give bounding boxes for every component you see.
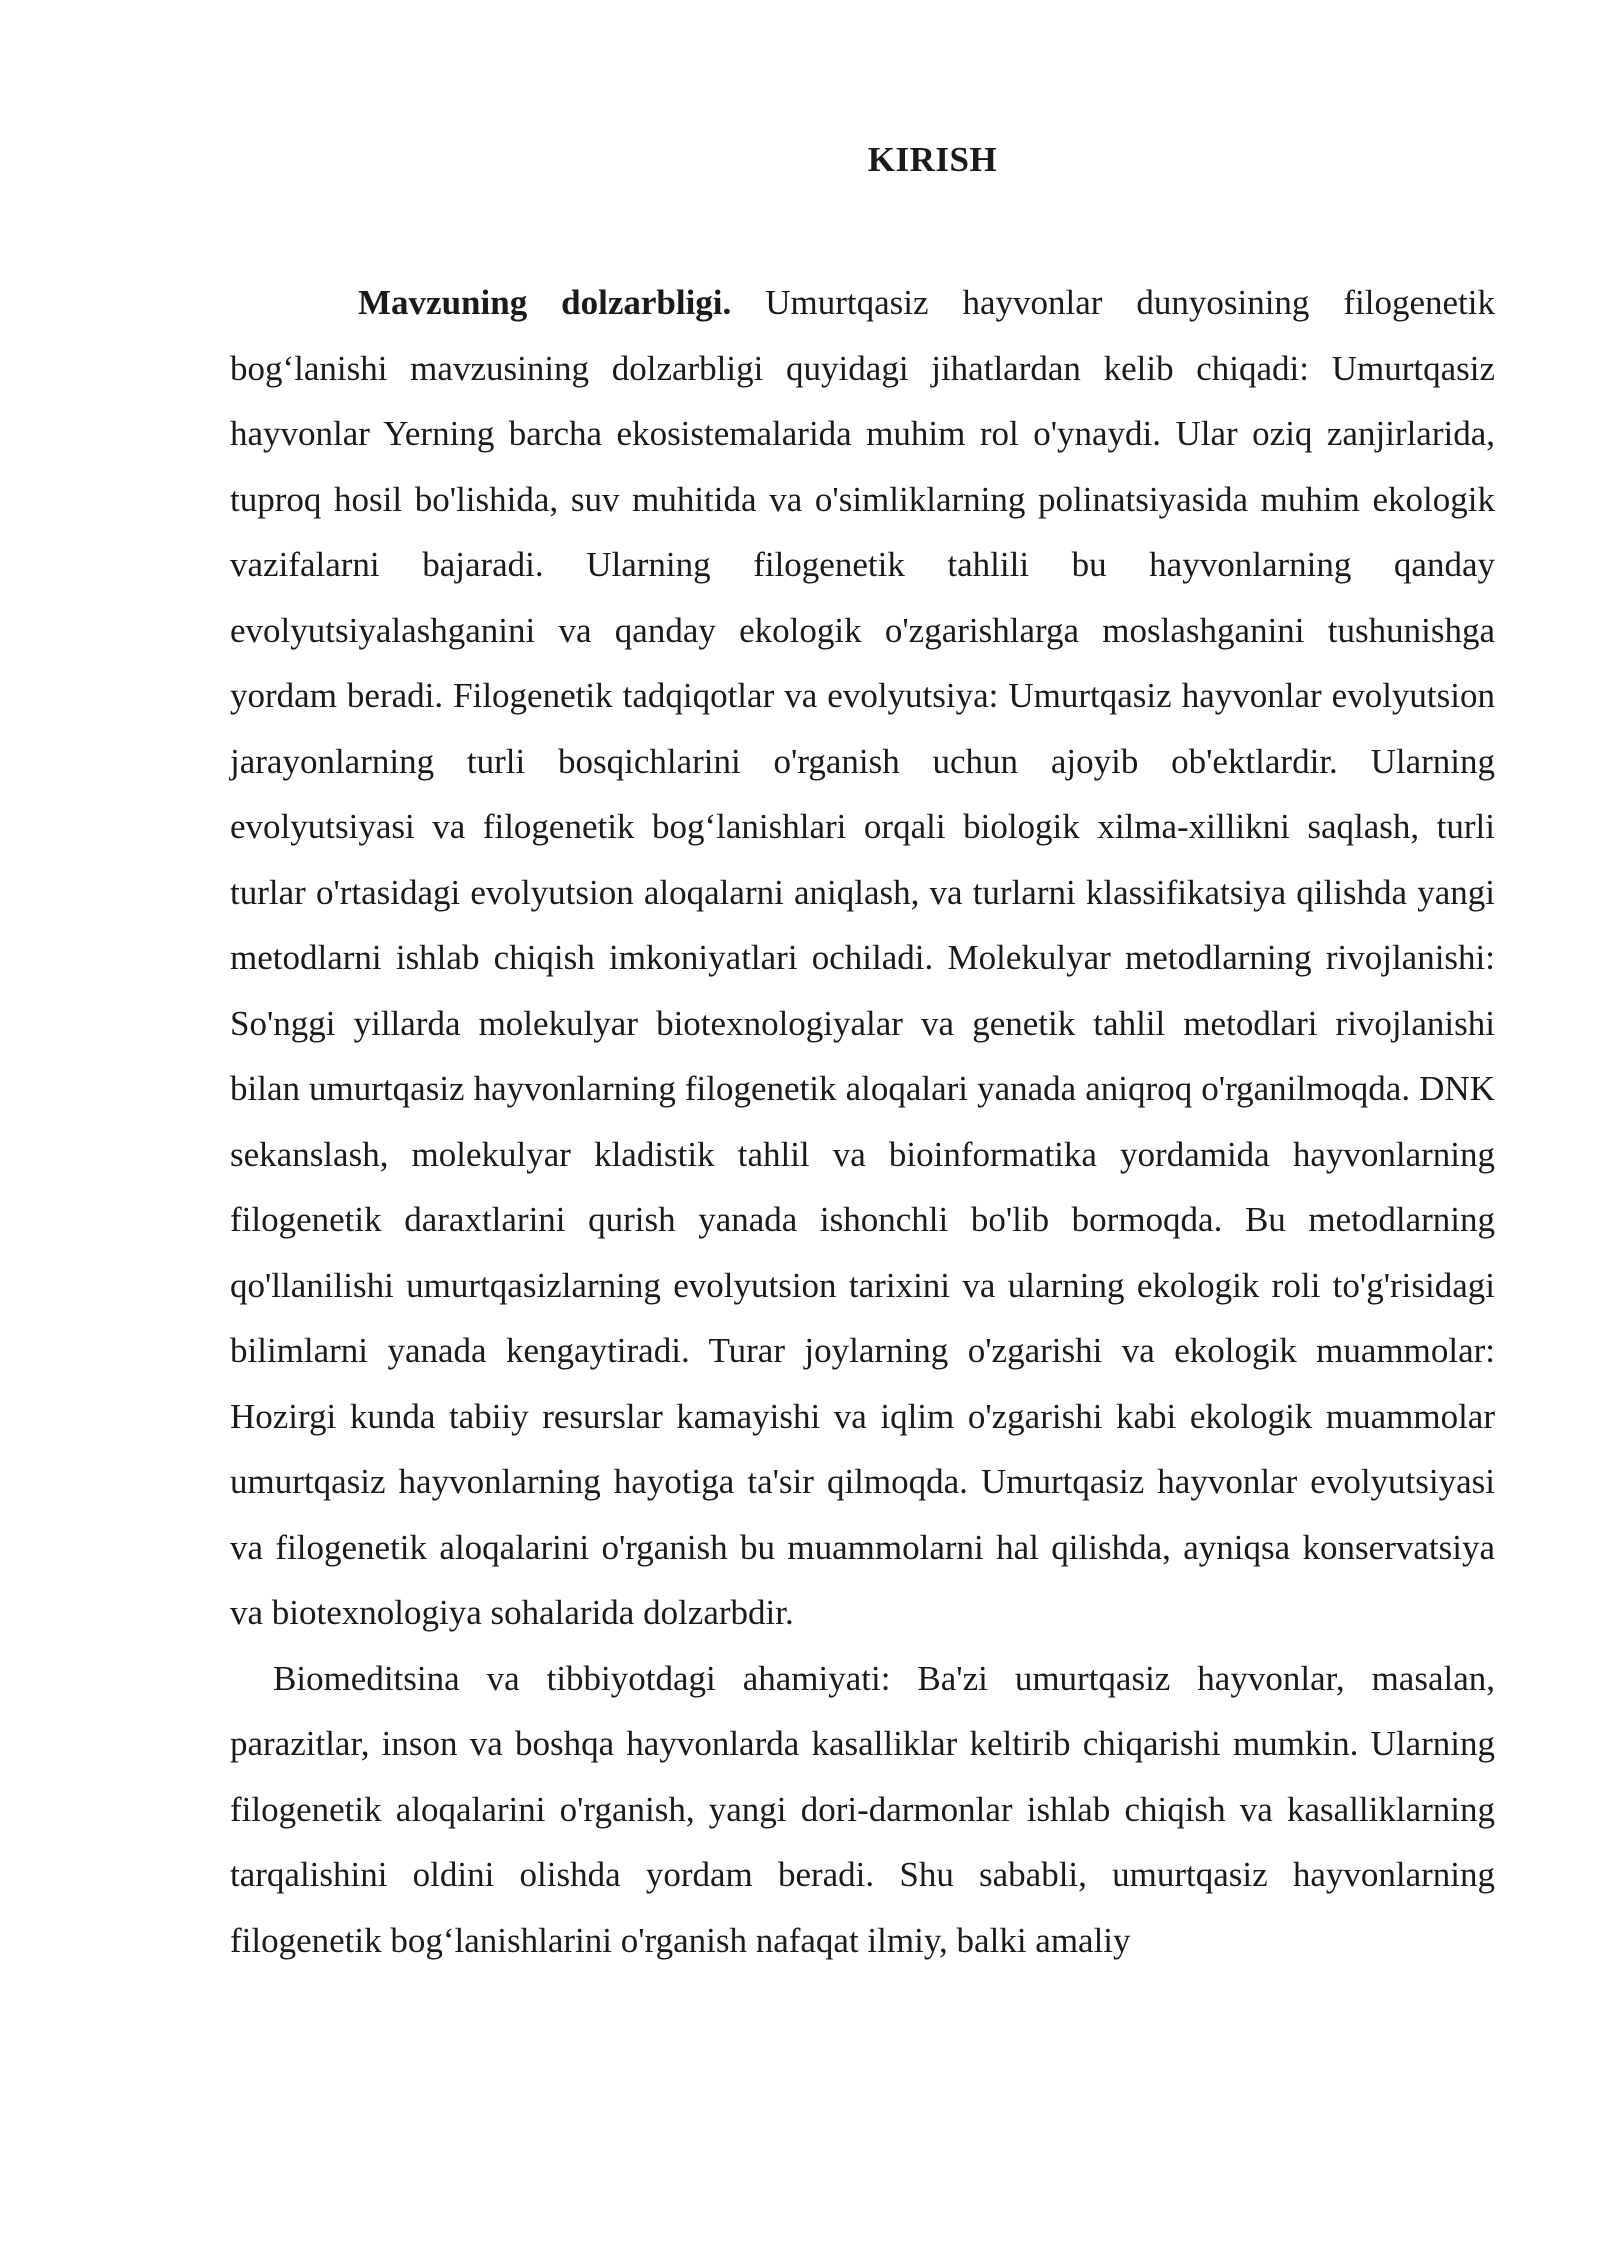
- page-title: KIRISH: [867, 140, 998, 179]
- paragraph-body-text: Umurtqasiz hayvonlar dunyosining filogenetik bog‘lanishi mavzusining dolzarbligi quyidagi jihatlardan kelib chiqadi: Umurtqasiz hayvonlar Yerning barcha ekosistemalarida muhim rol o'ynaydi. Ular oziq zanjirlarida, tuproq hosil bo'lishida, suv muhitida va o'simliklarning polinatsiyasida muhim ekologik vazifalarni bajaradi. Ularning filogenetik tahlili bu hayvonlarning qanday evolyutsiyalashganini va qanday ekologik o'zgarishlarga moslashganini tushunishga yordam beradi. Filogenetik tadqiqotlar va evolyutsiya: Umurtqasiz hayvonlar evolyutsion jarayonlarning turli bosqichlarini o'rganish uchun ajoyib ob'ektlardir. Ularning evolyutsiyasi va filogenetik bog‘lanishlari orqali biologik xilma-xillikni saqlash, turli turlar o'rtasidagi evolyutsion aloqalarni aniqlash, va turlarni klassifikatsiya qilishda yangi metodlarni ishlab chiqish imkoniyatlari ochiladi. Molekulyar metodlarning rivojlanishi: So'nggi yillarda molekulyar biotexnologiyalar va genetik tahlil metodlari rivojlanishi bilan umurtqasiz hayvonlarning filogenetik aloqalari yanada aniqroq o'rganilmoqda. DNK sekanslash, molekulyar kladistik tahlil va bioinformatika yordamida hayvonlarning filogenetik daraxtlarini qurish yanada ishonchli bo'lib bormoqda. Bu metodlarning qo'llanilishi umurtqasizlarning evolyutsion tarixini va ularning ekologik roli to'g'risidagi bilimlarni yanada kengaytiradi. Turar joylarning o'zgarishi va ekologik muammolar: Hozirgi kunda tabiiy resurslar kamayishi va iqlim o'zgarishi kabi ekologik muammolar umurtqasiz hayvonlarning hayotiga ta'sir qilmoqda. Umurtqasiz hayvonlar evolyutsiyasi va filogenetik aloqalarini o'rganish bu muammolarni hal qilishda, ayniqsa konservatsiya va biotexnologiya sohalarida dolzarbdir.: [230, 283, 1495, 1632]
- paragraph-biomedicine: [230, 1646, 1495, 1974]
- paragraph-body-text: Biomeditsina va tibbiyotdagi ahamiyati: Ba'zi umurtqasiz hayvonlar, masalan, parazitlar, inson va boshqa hayvonlarda kasalliklar keltirib chiqarishi mumkin. Ularning filogenetik aloqalarini o'rganish, yangi dori-darmonlar ishlab chiqish va kasalliklarning tarqalishini oldini olishda yordam beradi. Shu sababli, umurtqasiz hayvonlarning filogenetik bog‘lanishlarini o'rganish nafaqat ilmiy, balki amaliy: [230, 1658, 1495, 1960]
- paragraph-lead-heading: Mavzuning dolzarbligi.: [358, 283, 732, 322]
- page-content: [230, 140, 1495, 1973]
- paragraph-relevance: [230, 270, 1495, 1646]
